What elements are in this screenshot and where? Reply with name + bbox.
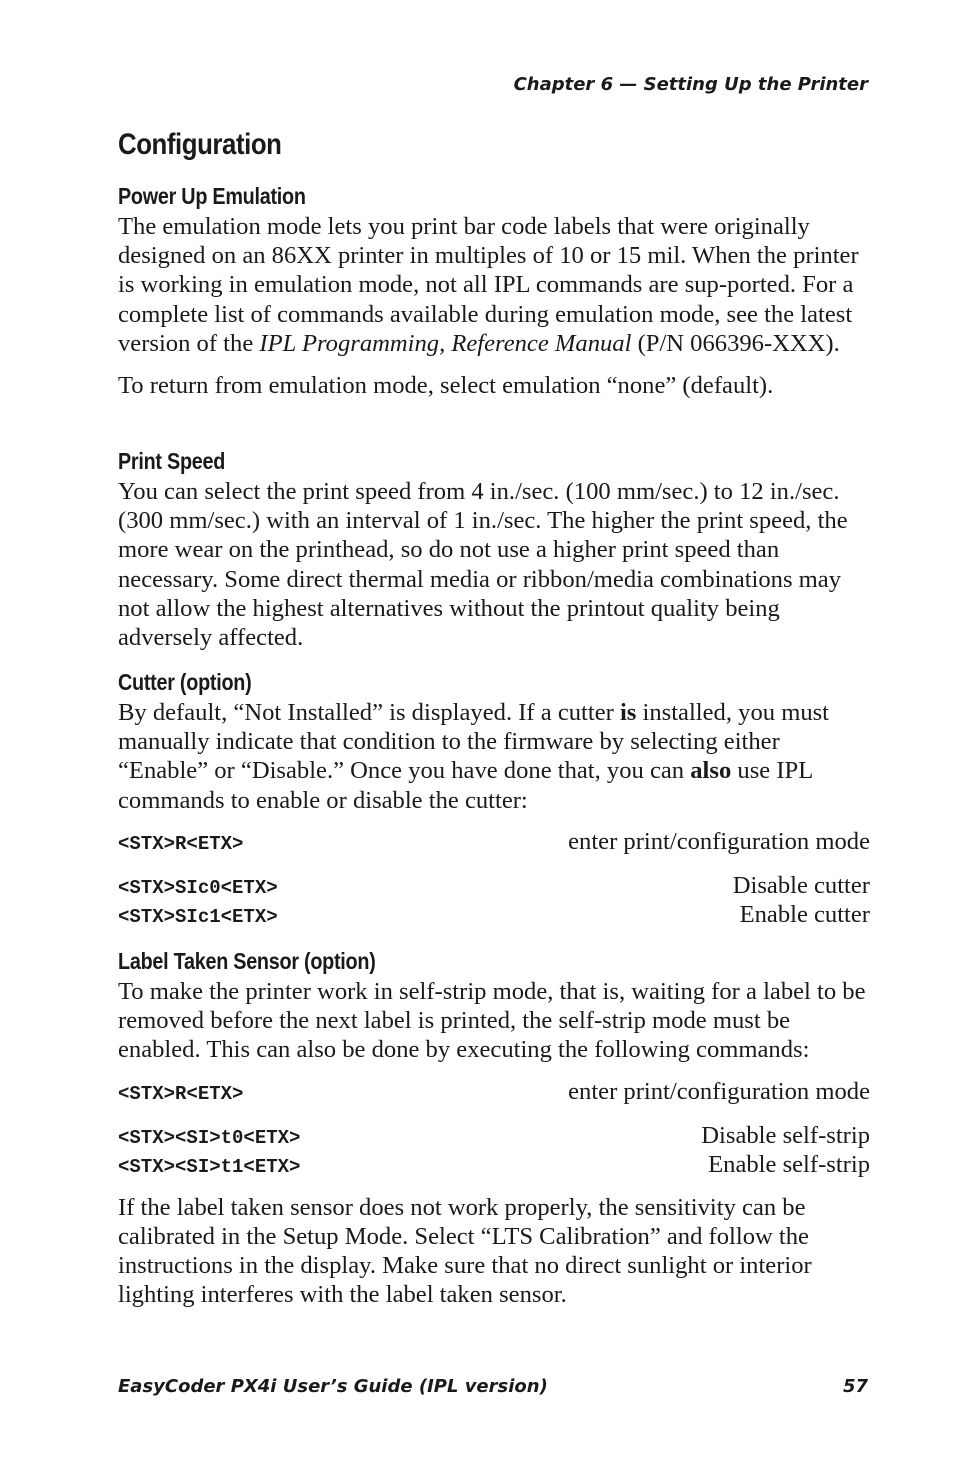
running-head: Chapter 6 — Setting Up the Printer [513,74,868,95]
page-footer [118,1376,868,1397]
text-run: By default, “Not Installed” is displayed. If a cutter [118,699,620,726]
command-description: Disable cutter [732,871,870,899]
paragraph: To return from emulation mode, select emulation “none” (default). [118,372,774,400]
paragraph: You can select the print speed from 4 in./sec. (100 mm/sec.) to 12 in./sec. (300 mm/sec.) with an interval of 1 in./sec. The higher the print speed, the more wear on the printhead, so do not use a higher print speed than necessary. Some direct thermal media or ribbon/media combinations may not allow the highest alternatives without the printout quality being adversely affected. [118,478,848,652]
paragraph: If the label taken sensor does not work properly, the sensitivity can be calibrated in the Setup Mode. Select “LTS Calibration” and follow the instructions in the display. Make sure that no direct sunlight or interior lighting interferes with the label taken sensor. [118,1193,812,1309]
command-row [118,1121,870,1150]
paragraph [118,212,870,358]
command-code: <STX>R<ETX> [118,1082,244,1105]
section-heading: Power Up Emulation [118,183,306,209]
command-code: <STX><SI>t0<ETX> [118,1126,301,1149]
command-table [118,827,870,929]
text-run: use IPL commands to enable or disable the cutter: [118,757,813,814]
command-code: <STX><SI>t1<ETX> [118,1155,301,1178]
paragraph: To make the printer work in self-strip mode, that is, waiting for a label to be removed before the next label is printed, the self-strip mode must be enabled. This can also be done by executing the following commands: [118,978,866,1064]
command-code: <STX>SIc0<ETX> [118,876,278,899]
command-code: <STX>R<ETX> [118,832,244,855]
section-cutter [118,667,870,929]
section-heading: Print Speed [118,448,226,474]
text-run: (P/N 066396-XXX). [631,329,840,357]
paragraph [118,698,870,815]
command-row [118,1077,870,1106]
command-row [118,900,870,929]
command-description: enter print/configuration mode [568,1077,870,1105]
footer-book-title: EasyCoder PX4i User’s Guide (IPL version) [118,1376,548,1397]
page-title: Configuration [118,128,282,161]
command-row [118,827,870,856]
text-run: installed, you must manually indicate that condition to the firmware by selecting either “Enable” or “Disable.” Once you have done that, you can [118,699,830,785]
section-heading: Label Taken Sensor (option) [118,948,376,974]
page-number: 57 [842,1376,868,1397]
section-print-speed [118,446,870,652]
command-description: enter print/configuration mode [568,827,870,855]
command-code: <STX>SIc1<ETX> [118,905,278,928]
emphasis: also [690,757,732,785]
text-run: The emulation mode lets you print bar code labels that were originally designed on an 86XX printer in multiples of 10 or 15 mil. When the printer is working in emulation mode, not all IPL commands are sup-ported. For a complete list of commands available during emulation mode, see the latest version of the [118,213,859,357]
command-description: Disable self-strip [701,1121,870,1149]
command-description: Enable self-strip [708,1150,870,1178]
command-row [118,1150,870,1179]
section-power-up-emulation [118,181,870,400]
section-heading: Cutter (option) [118,669,252,695]
section-label-taken-sensor [118,946,870,1309]
command-table [118,1077,870,1179]
command-row [118,871,870,900]
manual-title: IPL Programming, Reference Manual [259,329,632,357]
emphasis: is [619,699,637,726]
command-description: Enable cutter [739,900,870,928]
